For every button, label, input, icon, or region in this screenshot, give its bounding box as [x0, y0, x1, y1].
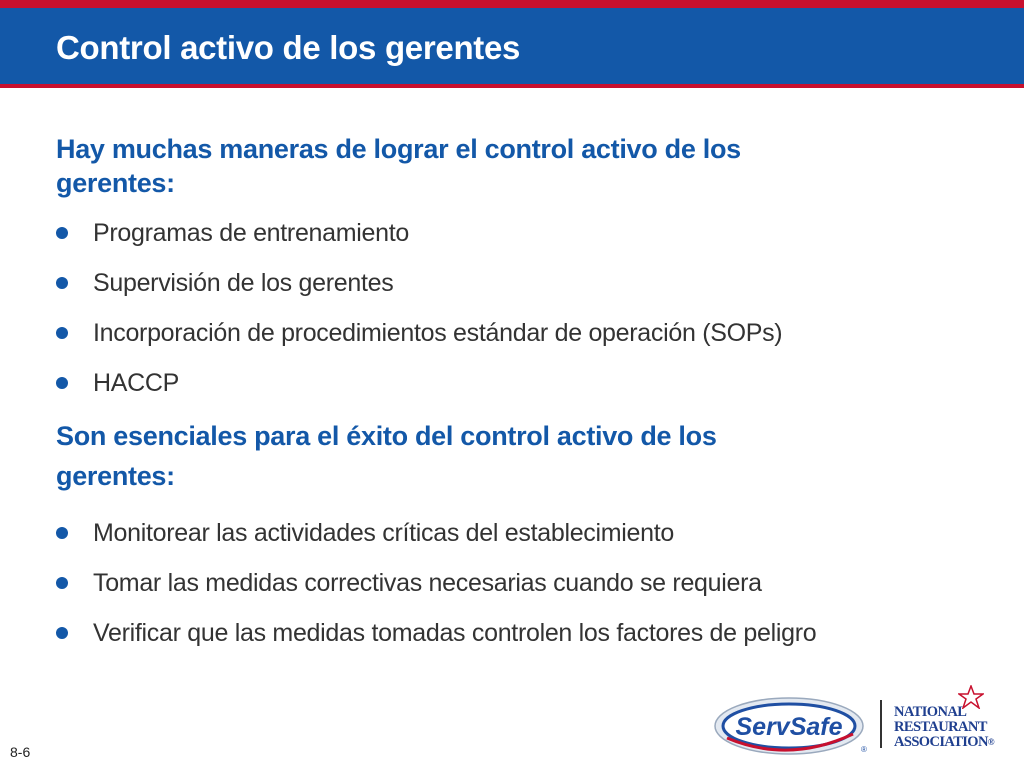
slide-content [56, 132, 956, 658]
bullet-text: Programas de entrenamiento [93, 219, 409, 247]
bullet-item [56, 508, 956, 558]
bullet-item [56, 558, 956, 608]
nra-logo-line: ASSOCIATION® [894, 734, 994, 750]
bullet-dot-icon [56, 227, 68, 239]
logo-divider [880, 700, 882, 748]
bullet-dot-icon [56, 577, 68, 589]
title-accent-rule [0, 84, 1024, 88]
section-heading-2: Son esenciales para el éxito del control activo de los gerentes: [56, 421, 717, 491]
bullet-item [56, 608, 956, 658]
slide-title: Control activo de los gerentes [56, 29, 521, 66]
nra-logo-line: NATIONAL [894, 704, 967, 720]
bullet-text: Monitorear las actividades críticas del establecimiento [93, 519, 674, 547]
bullet-list-2 [56, 508, 956, 658]
bullet-item [56, 308, 956, 358]
bullet-text: Supervisión de los gerentes [93, 269, 394, 297]
bullet-dot-icon [56, 627, 68, 639]
bullet-text: Tomar las medidas correctivas necesarias cuando se requiera [93, 569, 762, 597]
bullet-text: Incorporación de procedimientos estándar de operación (SOPs) [93, 319, 783, 347]
bullet-text: Verificar que las medidas tomadas controlen los factores de peligro [93, 619, 817, 647]
top-accent-bar [0, 0, 1024, 8]
nra-logo-line: RESTAURANT [894, 719, 987, 735]
servsafe-logo-text: ServSafe [735, 713, 843, 741]
bullet-dot-icon [56, 377, 68, 389]
svg-text:®: ® [861, 745, 867, 754]
bullet-text: HACCP [93, 369, 180, 397]
bullet-dot-icon [56, 527, 68, 539]
bullet-item [56, 208, 956, 258]
bullet-dot-icon [56, 277, 68, 289]
bullet-dot-icon [56, 327, 68, 339]
servsafe-logo [713, 694, 867, 758]
nra-logo [894, 693, 1010, 751]
bullet-item [56, 358, 956, 408]
slide-number: 8-6 [10, 744, 31, 760]
bullet-list-1 [56, 208, 956, 408]
section-heading-1: Hay muchas maneras de lograr el control activo de los gerentes: [56, 134, 741, 198]
bullet-item [56, 258, 956, 308]
